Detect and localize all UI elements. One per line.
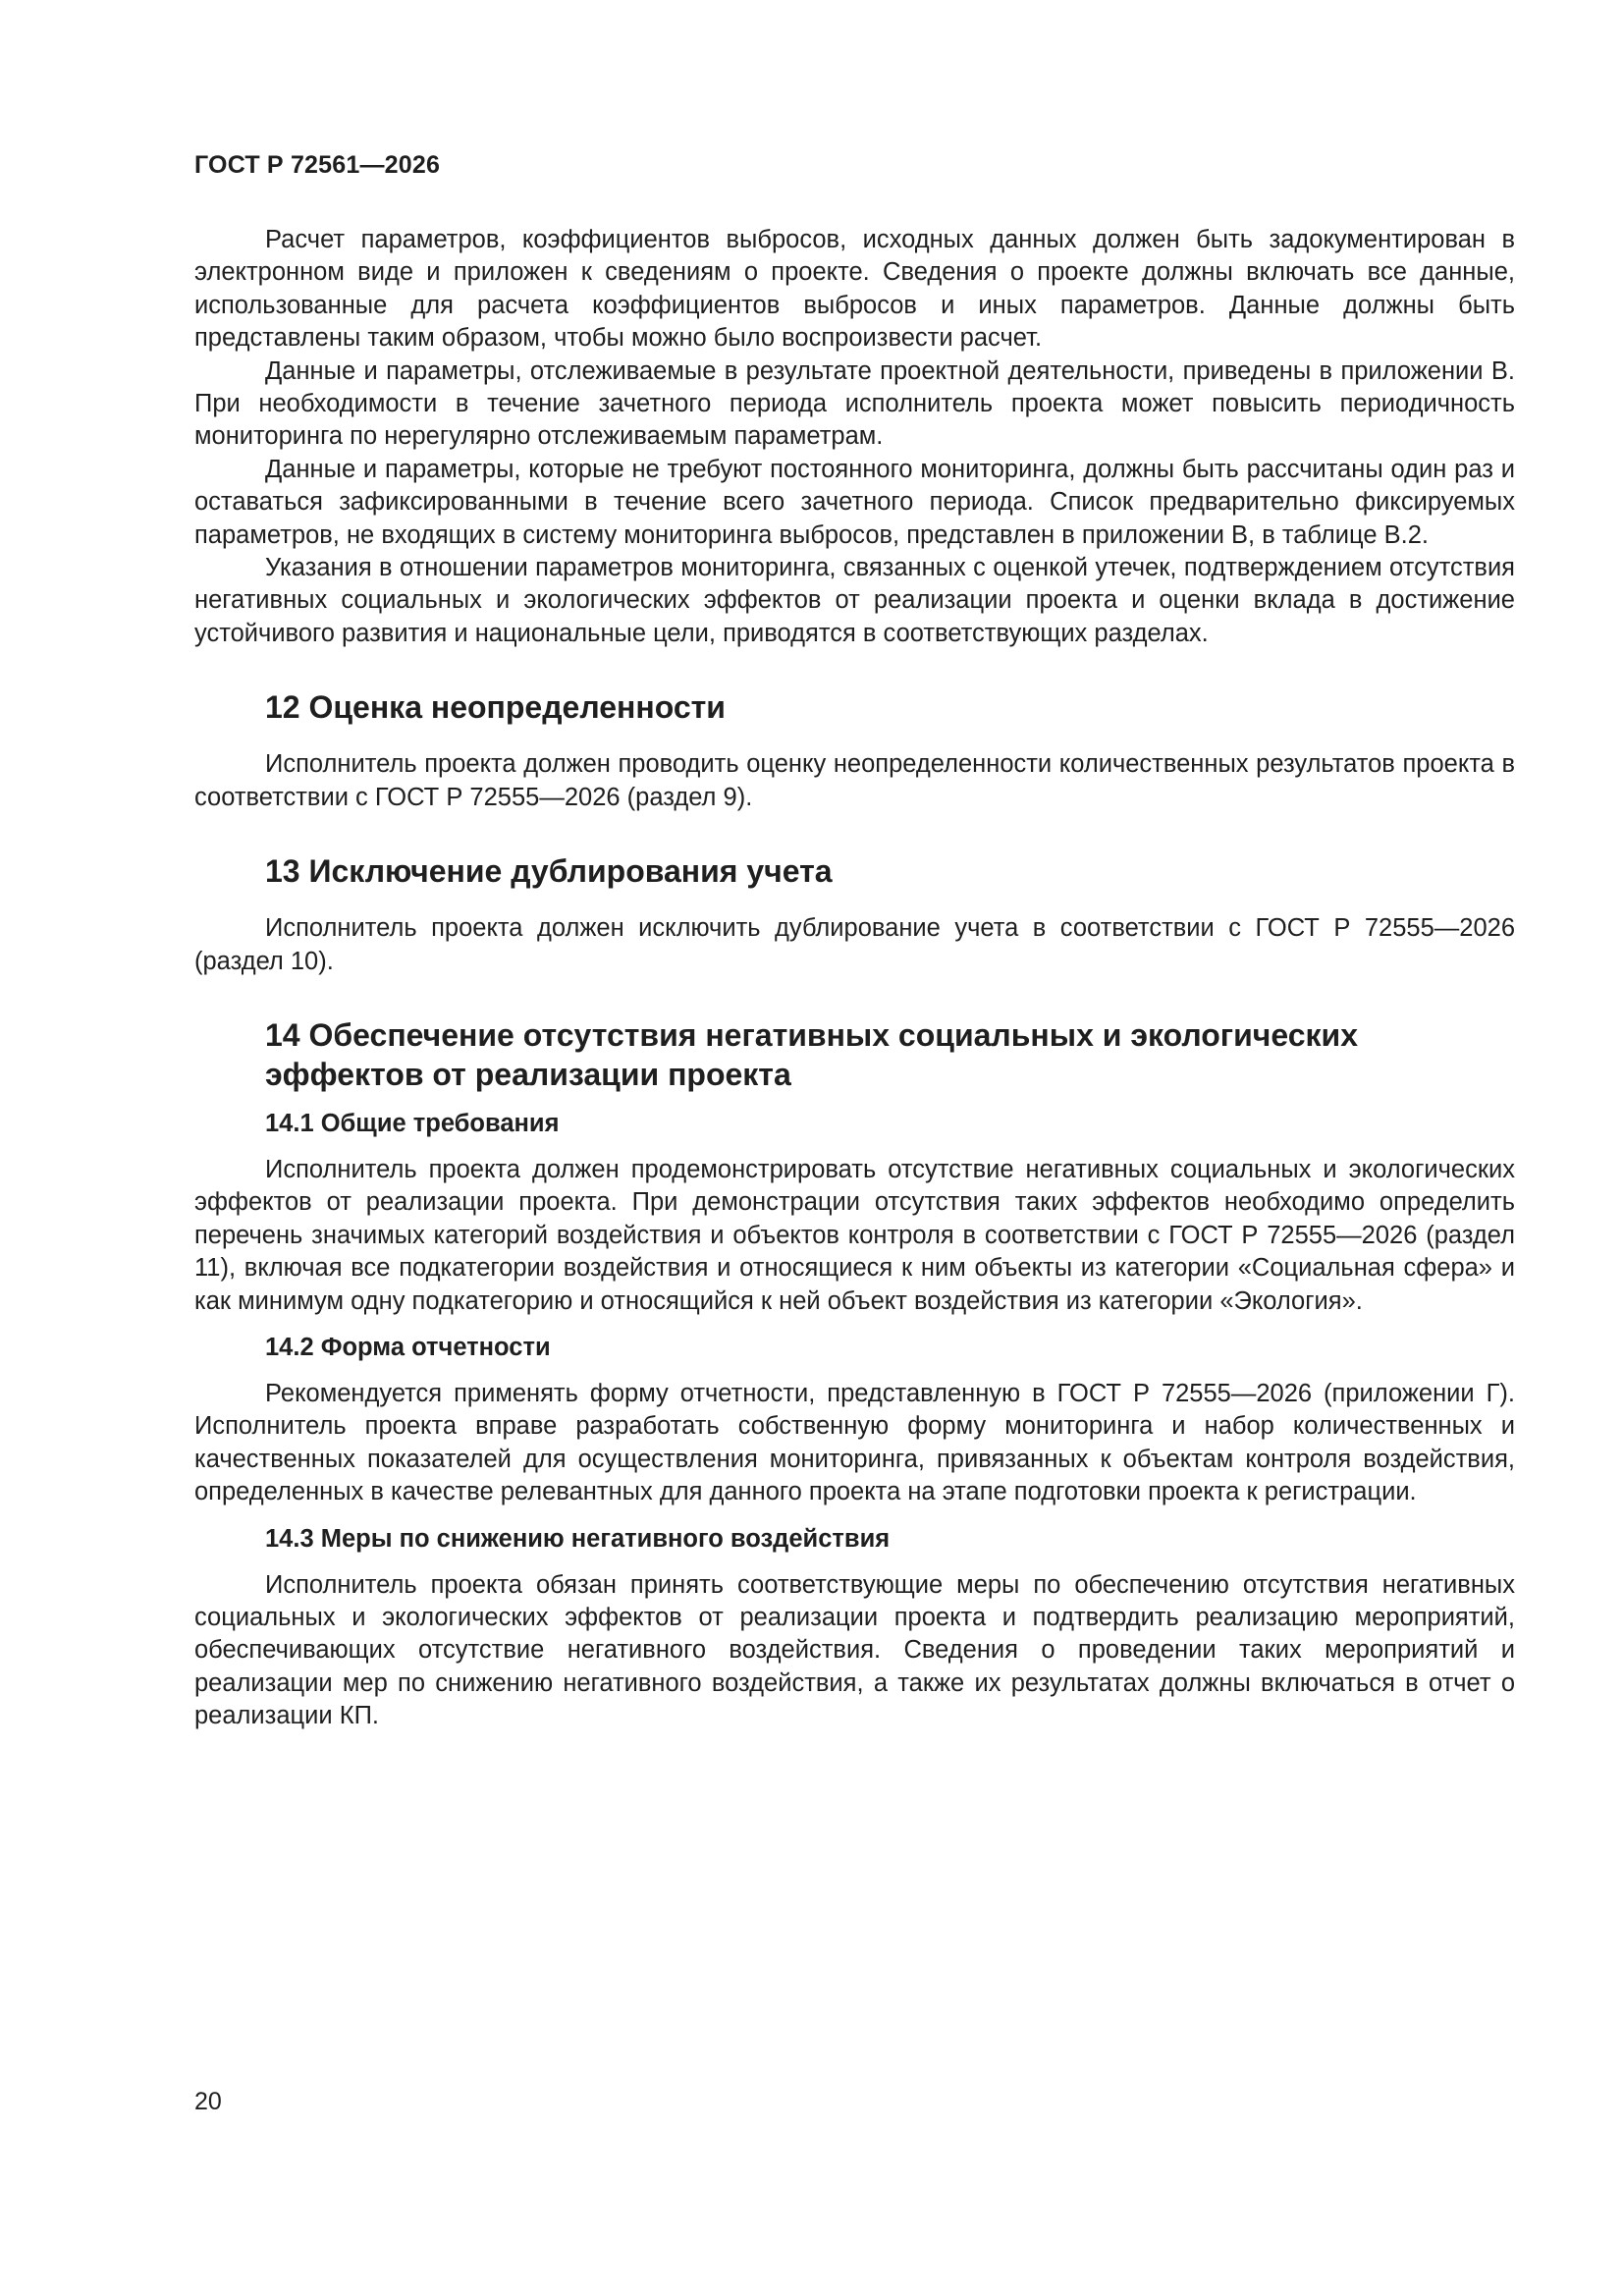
- section-heading-13: 13 Исключение дублирования учета: [265, 853, 833, 890]
- section-heading-14: [194, 1015, 1515, 1094]
- subsection-heading-14-2: 14.2 Форма отчетности: [265, 1333, 551, 1361]
- subsection-heading-14-3: 14.3 Меры по снижению негативного воздействия: [265, 1524, 891, 1553]
- paragraph: Исполнитель проекта должен продемонстрировать отсутствие негативных социальных и экологических эффектов от реализации проекта. При демонстрации отсутствия таких эффектов необходимо определить перечень значимых категорий воздействия и объектов контроля в соответствии с ГОСТ Р 72555—2026 (раздел 11), включая все подкатегории воздействия и относящиеся к ним объекты из категории «Социальная сфера» и как минимум одну подкатегорию и относящийся к ней объект воздействия из категории «Экология».: [194, 1155, 1515, 1315]
- running-header: ГОСТ Р 72561—2026: [194, 151, 441, 179]
- page-number: 20: [194, 2088, 222, 2115]
- paragraph: Исполнитель проекта должен проводить оценку неопределенности количественных результатов проекта в соответствии с ГОСТ Р 72555—2026 (раздел 9).: [194, 750, 1515, 811]
- paragraph: Указания в отношении параметров мониторинга, связанных с оценкой утечек, подтверждением отсутствия негативных социальных и экологических эффектов от реализации проекта и оценки вклада в достижение устойчивого развития и национальные цели, приводятся в соответствующих разделах.: [194, 554, 1515, 647]
- section-heading-12: 12 Оценка неопределенности: [265, 689, 726, 726]
- paragraph: Данные и параметры, отслеживаемые в результате проектной деятельности, приведены в приложении В. При необходимости в течение зачетного периода исполнитель проекта может повысить периодичность мониторинга по нерегулярно отслеживаемым параметрам.: [194, 356, 1515, 451]
- subsection-heading-14-1: 14.1 Общие требования: [265, 1109, 560, 1137]
- paragraph: Исполнитель проекта должен исключить дублирование учета в соответствии с ГОСТ Р 72555—2026 (раздел 10).: [194, 914, 1515, 975]
- section-heading-14-line1: 14 Обеспечение отсутствия негативных социальных и экологических: [265, 1016, 1359, 1053]
- paragraph: Рекомендуется применять форму отчетности, представленную в ГОСТ Р 72555—2026 (приложении Г). Исполнитель проекта вправе разработать собственную форму мониторинга и набор количественных и качественных показателей для осуществления мониторинга, привязанных к объектам контроля воздействия, определенных в качестве релевантных для данного проекта на этапе подготовки проекта к регистрации.: [194, 1379, 1515, 1506]
- paragraph: Исполнитель проекта обязан принять соответствующие меры по обеспечению отсутствия негативных социальных и экологических эффектов от реализации проекта и подтвердить реализацию мероприятий, обеспечивающих отсутствие негативного воздействия. Сведения о проведении таких мероприятий и реализации мер по снижению негативного воздействия, а также их результатах должны включаться в отчет о реализации КП.: [194, 1570, 1515, 1730]
- page-content: [194, 224, 1515, 1733]
- paragraph: Данные и параметры, которые не требуют постоянного мониторинга, должны быть рассчитаны один раз и оставаться зафиксированными в течение всего зачетного периода. Список предварительно фиксируемых параметров, не входящих в систему мониторинга выбросов, представлен в приложении В, в таблице В.2.: [194, 455, 1515, 549]
- paragraph: Расчет параметров, коэффициентов выбросов, исходных данных должен быть задокументирован в электронном виде и приложен к сведениям о проекте. Сведения о проекте должны включать все данные, использованные для расчета коэффициентов выбросов и иных параметров. Данные должны быть представлены таким образом, чтобы можно было воспроизвести расчет.: [194, 226, 1515, 353]
- section-heading-14-line2: эффектов от реализации проекта: [265, 1056, 791, 1092]
